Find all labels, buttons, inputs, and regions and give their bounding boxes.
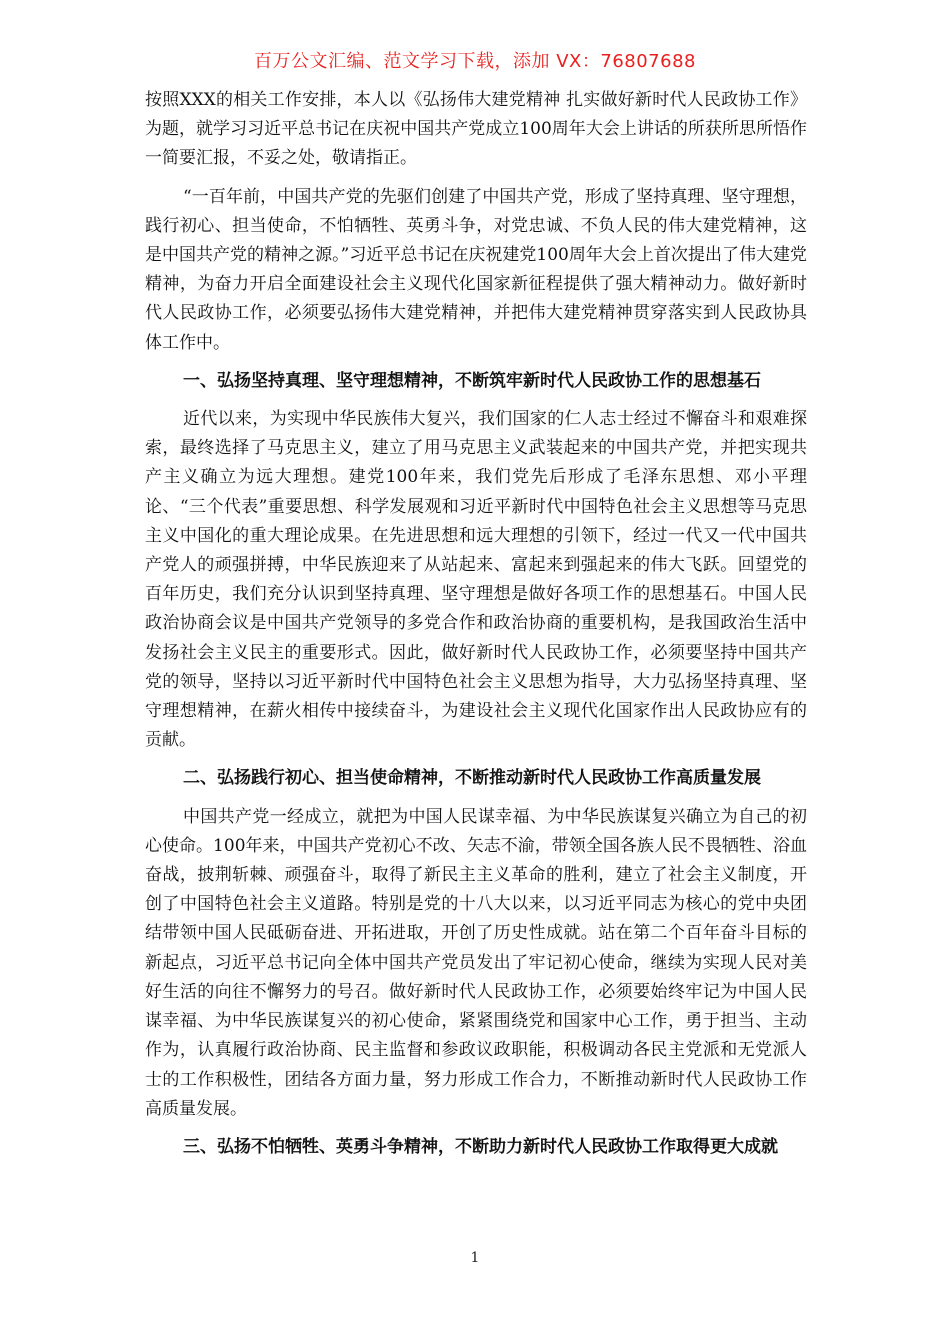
section-2-body: 中国共产党一经成立，就把为中国人民谋幸福、为中华民族谋复兴确立为自己的初心使命。100年来，中国共产党初心不改、矢志不渝，带领全国各族人民不畏牺牲、浴血奋战，披荆斩棘、顽强奋斗，取得了新民主主义革命的胜利，建立了社会主义制度，开创了中国特色社会主义道路。特别是党的十八大以来，以习近平同志为核心的党中央团结带领中国人民砥砺奋进、开拓进取，开创了历史性成就。站在第二个百年奋斗目标的新起点，习近平总书记向全体中国共产党员发出了牢记初心使命，继续为实现人民对美好生活的向往不懈努力的号召。做好新时代人民政协工作，必须要始终牢记为中国人民谋幸福、为中华民族谋复兴的初心使命，紧紧围绕党和国家中心工作，勇于担当、主动作为，认真履行政治协商、民主监督和参政议政职能，积极调动各民主党派和无党派人士的工作积极性，团结各方面力量，努力形成工作合力，不断推动新时代人民政协工作高质量发展。 (145, 806, 807, 1119)
intro-paragraph: 按照XXX的相关工作安排，本人以《弘扬伟大建党精神 扎实做好新时代人民政协工作》为题，就学习习近平总书记在庆祝中国共产党成立100周年大会上讲话的所获所思所悟作一简要汇报，不妥之处，敬请指正。 (145, 90, 807, 169)
section-1-body: 近代以来，为实现中华民族伟大复兴，我们国家的仁人志士经过不懈奋斗和艰难探索，最终选择了马克思主义，建立了用马克思主义武装起来的中国共产党，并把实现共产主义确立为远大理想。建党100年来，我们党先后形成了毛泽东思想、邓小平理论、“三个代表”重要思想、科学发展观和习近平新时代中国特色社会主义思想等马克思主义中国化的重大理论成果。在先进思想和远大理想的引领下，经过一代又一代中国共产党人的顽强拼搏，中华民族迎来了从站起来、富起来到强起来的伟大飞跃。回望党的百年历史，我们充分认识到坚持真理、坚守理想是做好各项工作的思想基石。中国人民政治协商会议是中国共产党领导的多党合作和政治协商的重要机构，是我国政治生活中发扬社会主义民主的重要形式。因此，做好新时代人民政协工作，必须要坚持中国共产党的领导，坚持以习近平新时代中国特色社会主义思想为指导，大力弘扬坚持真理、坚守理想精神，在薪火相传中接续奋斗，为建设社会主义现代化国家作出人民政协应有的贡献。 (145, 409, 807, 751)
section-3-heading: 三、弘扬不怕牺牲、英勇斗争精神，不断助力新时代人民政协工作取得更大成就 (183, 1136, 778, 1157)
section-1-heading: 一、弘扬坚持真理、坚守理想精神，不断筑牢新时代人民政协工作的思想基石 (183, 370, 761, 391)
page-number: 1 (470, 1250, 480, 1266)
header-banner: 百万公文汇编、范文学习下载，添加 VX：76807688 (254, 51, 696, 72)
section-2-heading: 二、弘扬践行初心、担当使命精神，不断推动新时代人民政协工作高质量发展 (183, 768, 761, 789)
quote-paragraph: “一百年前，中国共产党的先驱们创建了中国共产党，形成了坚持真理、坚守理想，践行初心、担当使命，不怕牺牲、英勇斗争，对党忠诚、不负人民的伟大建党精神，这是中国共产党的精神之源。”习近平总书记在庆祝建党100周年大会上首次提出了伟大建党精神，为奋力开启全面建设社会主义现代化国家新征程提供了强大精神动力。做好新时代人民政协工作，必须要弘扬伟大建党精神，并把伟大建党精神贯穿落实到人民政协具体工作中。 (145, 186, 807, 353)
document-body (145, 86, 807, 1171)
